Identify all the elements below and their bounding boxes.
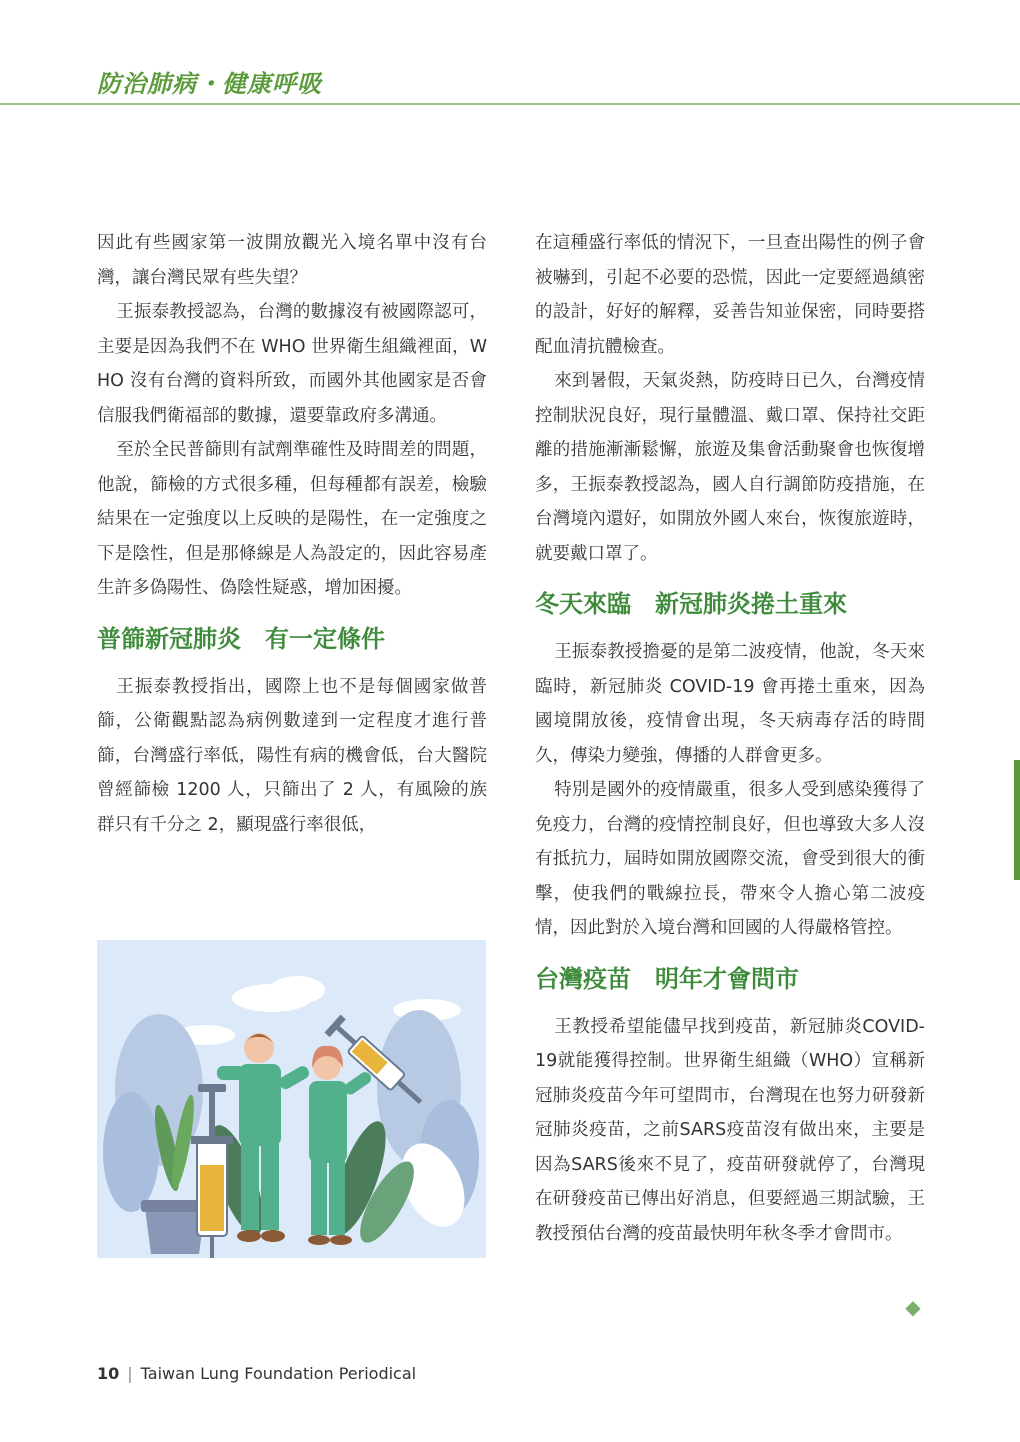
side-tab — [1014, 760, 1020, 880]
right-column — [535, 226, 925, 1251]
healthcare-workers-illustration — [97, 940, 486, 1258]
footer-separator: | — [127, 1364, 133, 1383]
page-number: 10 — [97, 1364, 120, 1383]
section-title: 普篩新冠肺炎 有一定條件 — [97, 624, 385, 653]
paragraph: 王振泰教授認為，台灣的數據沒有被國際認可，主要是因為我們不在 WHO 世界衛生組織裡面，WHO 沒有台灣的資料所致，而國外其他國家是否會信服我們衛福部的數據，還要靠政府多溝通。 — [97, 302, 487, 426]
paragraph: 特別是國外的疫情嚴重，很多人受到感染獲得了免疫力，台灣的疫情控制良好，但也導致大多人沒有抵抗力，屆時如開放國際交流，會受到很大的衝擊，使我們的戰線拉長，帶來令人擔心第二波疫情，因此對於入境台灣和回國的人得嚴格管控。 — [535, 780, 925, 938]
paragraph: 王振泰教授指出，國際上也不是每個國家做普篩，公衛觀點認為病例數達到一定程度才進行普篩，台灣盛行率低，陽性有病的機會低，台大醫院曾經篩檢 1200 人，只篩出了 2 人，有風險的族群只有千分之 2，顯現盛行率很低， — [97, 676, 487, 835]
page-header — [0, 0, 1020, 106]
paragraph: 至於全民普篩則有試劑準確性及時間差的問題，他說，篩檢的方式很多種，但每種都有誤差，檢驗結果在一定強度以上反映的是陽性，在一定強度之下是陰性，但是那條線是人為設定的，因此容易產生許多偽陽性、偽陰性疑惑，增加困擾。 — [97, 440, 487, 598]
page-footer — [97, 1364, 416, 1383]
publication-name: Taiwan Lung Foundation Periodical — [140, 1364, 417, 1383]
paragraph: 王振泰教授擔憂的是第二波疫情，他說，冬天來臨時，新冠肺炎 COVID-19 會再捲土重來，因為國境開放後，疫情會出現，冬天病毒存活的時間久，傳染力變強，傳播的人群會更多。 — [535, 642, 925, 766]
paragraph: 在這種盛行率低的情況下，一旦查出陽性的例子會被嚇到，引起不必要的恐慌，因此一定要經過縝密的設計，好好的解釋，妥善告知並保密，同時要搭配血清抗體檢查。 — [535, 233, 925, 357]
paragraph: 來到暑假，天氣炎熱，防疫時日已久，台灣疫情控制狀況良好，現行量體溫、戴口罩、保持社交距離的措施漸漸鬆懈，旅遊及集會活動聚會也恢復增多，王振泰教授認為，國人自行調節防疫措施，在台灣境內還好，如開放外國人來台，恢復旅遊時，就要戴口罩了。 — [535, 371, 925, 564]
section-title: 台灣疫苗 明年才會問市 — [535, 964, 799, 993]
section-title: 冬天來臨 新冠肺炎捲土重來 — [535, 590, 847, 618]
left-column — [97, 226, 487, 842]
header-divider — [0, 103, 1020, 105]
end-of-article-diamond-icon: ◆ — [905, 1295, 921, 1319]
header-title: 防治肺病・健康呼吸 — [97, 69, 322, 98]
paragraph: 王教授希望能儘早找到疫苗，新冠肺炎COVID-19就能獲得控制。世界衛生組織（WHO）宣稱新冠肺炎疫苗今年可望問市，台灣現在也努力研發新冠肺炎疫苗，之前SARS疫苗沒有做出來，主要是因為SARS後來不見了，疫苗研發就停了，台灣現在研發疫苗已傳出好消息，但要經過三期試驗，王教授預估台灣的疫苗最快明年秋冬季才會問市。 — [535, 1016, 925, 1244]
paragraph: 因此有些國家第一波開放觀光入境名單中沒有台灣，讓台灣民眾有些失望？ — [97, 233, 487, 288]
